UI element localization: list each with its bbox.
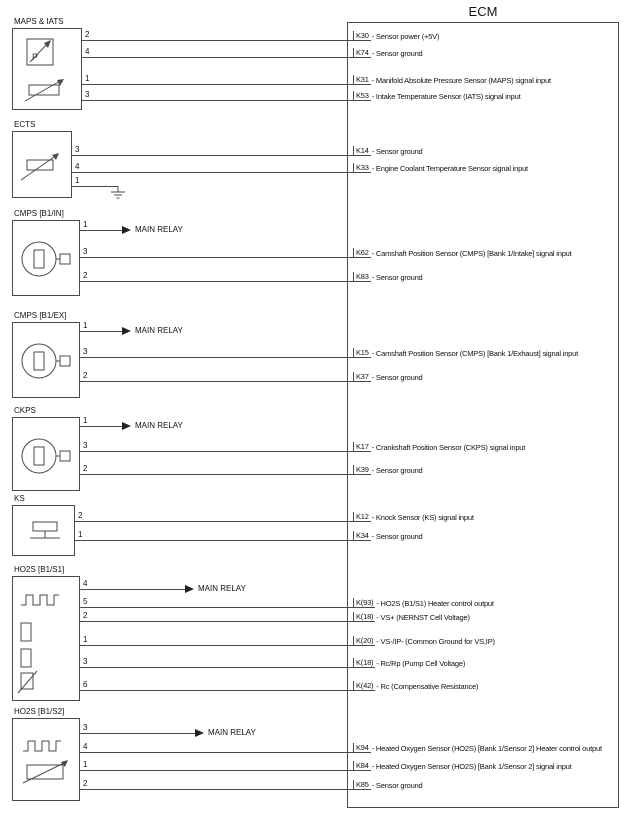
sensor-name: HO2S [B1/S2] [14,707,65,716]
main-relay-label: MAIN RELAY [208,728,256,737]
wire [80,733,195,734]
pin-number: 3 [83,723,88,732]
wire [82,40,353,41]
ecm-pin-desc: - Sensor ground [371,147,423,156]
ecm-pin-code: K30 [353,31,371,41]
pin-number: 1 [83,321,88,330]
sensor-name: MAPS & IATS [14,17,64,26]
sensor-name: HO2S [B1/S1] [14,565,65,574]
position-sensor-symbol [13,418,81,494]
ecm-pin-desc: - VS+ (NERNST Cell Voltage) [376,613,470,622]
ecm-pin-label [353,636,495,646]
sensor-name: CMPS [B1/EX] [14,311,67,320]
arrow-right-icon [122,327,131,335]
pin-number: 1 [85,74,90,83]
ecm-pin-desc: - VS-/IP- (Common Ground for VS,IP) [376,637,495,646]
main-relay-label: MAIN RELAY [198,584,246,593]
ecm-pin-code: K15 [353,348,371,358]
ecm-pin-label [353,761,572,771]
ecm-pin-desc: - Manifold Absolute Pressure Sensor (MAPS) signal input [371,76,551,85]
ecm-pin-code: K(93) [353,598,375,608]
wire [72,155,353,156]
ecm-pin-code: K14 [353,146,371,156]
wire [80,257,353,258]
pin-number: 2 [83,371,88,380]
ecm-pin-code: K94 [353,743,371,753]
ecm-pin-code: K12 [353,512,371,522]
ecm-pin-label [353,48,423,58]
ecm-pin-label [353,272,423,282]
pin-number: 4 [75,162,80,171]
ecm-pin-code: K74 [353,48,371,58]
sensor-box [12,417,80,491]
ecm-pin-code: K34 [353,531,371,541]
wire [80,770,353,771]
ecm-pin-label [353,681,478,691]
ecm-pin-label [353,348,578,358]
wire [80,589,185,590]
arrow-right-icon [122,422,131,430]
pressure-and-temp-sensor-symbol [13,29,83,111]
ecm-pin-label [353,372,423,382]
ecm-pin-code: K53 [353,91,371,101]
ecm-pin-desc: - Heated Oxygen Sensor (HO2S) [Bank 1/Sensor 2] signal input [371,762,572,771]
ecm-pin-label [353,163,528,173]
ecm-pin-desc: - Sensor ground [371,466,423,475]
wire [80,690,353,691]
thermistor-symbol [13,132,73,199]
pin-number: 3 [75,145,80,154]
position-sensor-symbol [13,221,81,297]
wire [80,645,353,646]
ecm-pin-desc: - Heated Oxygen Sensor (HO2S) [Bank 1/Sensor 2] Heater control output [371,744,602,753]
knock-sensor-symbol [13,506,76,557]
sensor-name: KS [14,494,25,503]
pin-number: 2 [83,464,88,473]
ecm-pin-code: K(20) [353,636,375,646]
ground-symbol [110,186,126,205]
ecm-pin-label [353,743,602,753]
ecm-pin-label [353,780,423,790]
ecm-pin-desc: - Sensor ground [371,373,423,382]
ecm-pin-code: K(18) [353,612,375,622]
sensor-box [12,576,80,701]
pin-number: 2 [83,611,88,620]
sensor-name: ECTS [14,120,36,129]
pin-number: 1 [78,530,83,539]
wire [75,540,353,541]
pin-number: 1 [83,635,88,644]
pin-number: 1 [83,760,88,769]
ecm-pin-label [353,91,520,101]
wire [80,281,353,282]
ecm-pin-label [353,75,551,85]
ecm-pin-desc: - Sensor power (+5V) [371,32,440,41]
wire [80,667,353,668]
wire [80,621,353,622]
wire [80,451,353,452]
svg-text:P: P [32,52,39,62]
wire [80,474,353,475]
ecm-pin-label [353,658,465,668]
ecm-pin-desc: - Engine Coolant Temperature Sensor signal input [371,164,528,173]
pin-number: 2 [78,511,83,520]
ecm-pin-desc: - Camshaft Position Sensor (CMPS) [Bank 1/Intake] signal input [371,249,572,258]
ecm-title: ECM [468,4,498,19]
wire [80,752,353,753]
ecm-pin-code: K37 [353,372,371,382]
wire [80,607,353,608]
main-relay-label: MAIN RELAY [135,421,183,430]
oxygen-sensor-symbol [13,577,81,702]
main-relay-label: MAIN RELAY [135,225,183,234]
ecm-pin-label [353,146,423,156]
sensor-name: CMPS [B1/IN] [14,209,64,218]
pin-number: 3 [83,657,88,666]
ecm-pin-label [353,465,423,475]
ecm-pin-label [353,512,474,522]
pin-number: 6 [83,680,88,689]
sensor-box [12,322,80,398]
pin-number: 2 [85,30,90,39]
wire [80,381,353,382]
ecm-pin-code: K31 [353,75,371,85]
ecm-pin-desc: - Sensor ground [371,781,423,790]
pin-number: 1 [83,416,88,425]
sensor-box [12,220,80,296]
arrow-right-icon [195,729,204,737]
ground-icon [110,186,126,200]
ecm-pin-desc: - Rc/Rp (Pump Cell Voltage) [376,659,466,668]
arrow-right-icon [122,226,131,234]
ecm-pin-desc: - Knock Sensor (KS) signal input [371,513,474,522]
oxygen-sensor-symbol [13,719,81,802]
pin-number: 5 [83,597,88,606]
pin-number: 1 [75,176,80,185]
ecm-pin-desc: - Rc (Compensative Resistance) [376,682,479,691]
wire [80,357,353,358]
ecm-pin-code: K83 [353,272,371,282]
pin-number: 3 [83,441,88,450]
ecm-pin-code: K84 [353,761,371,771]
pin-number: 4 [83,579,88,588]
ecm-pin-label [353,598,494,608]
ecm-pin-code: K17 [353,442,371,452]
wire [72,172,353,173]
ecm-pin-code: K85 [353,780,371,790]
wire [82,100,353,101]
wire [80,426,122,427]
ecm-pin-desc: - Camshaft Position Sensor (CMPS) [Bank 1/Exhaust] signal input [371,349,578,358]
wire [80,789,353,790]
pin-number: 4 [83,742,88,751]
ecm-pin-code: K62 [353,248,371,258]
ecm-pin-label [353,612,470,622]
wire [82,84,353,85]
ecm-pin-label [353,31,439,41]
sensor-name: CKPS [14,406,36,415]
ecm-pin-desc: - HO2S (B1/S1) Heater control output [376,599,494,608]
wire [80,230,122,231]
pin-number: 3 [83,347,88,356]
sensor-box [12,505,75,556]
pin-number: 3 [83,247,88,256]
ecm-pin-label [353,442,525,452]
ecm-pin-desc: - Crankshaft Position Sensor (CKPS) signal input [371,443,526,452]
pin-number: 3 [85,90,90,99]
ecm-pin-desc: - Sensor ground [371,49,423,58]
ecm-pin-code: K(18) [353,658,375,668]
ecm-pin-code: K39 [353,465,371,475]
wire [80,331,122,332]
pin-number: 4 [85,47,90,56]
sensor-box [12,131,72,198]
position-sensor-symbol [13,323,81,399]
pin-number: 2 [83,779,88,788]
wire [75,521,353,522]
arrow-right-icon [185,585,194,593]
main-relay-label: MAIN RELAY [135,326,183,335]
ecm-pin-label [353,248,572,258]
sensor-box [12,28,82,110]
pin-number: 1 [83,220,88,229]
wire [82,57,353,58]
ecm-pin-code: K(42) [353,681,375,691]
ecm-pin-label [353,531,423,541]
pin-number: 2 [83,271,88,280]
ecm-pin-code: K33 [353,163,371,173]
ecm-pin-desc: - Sensor ground [371,273,423,282]
ecm-pin-desc: - Intake Temperature Sensor (IATS) signal input [371,92,521,101]
sensor-box [12,718,80,801]
ecm-pin-desc: - Sensor ground [371,532,423,541]
